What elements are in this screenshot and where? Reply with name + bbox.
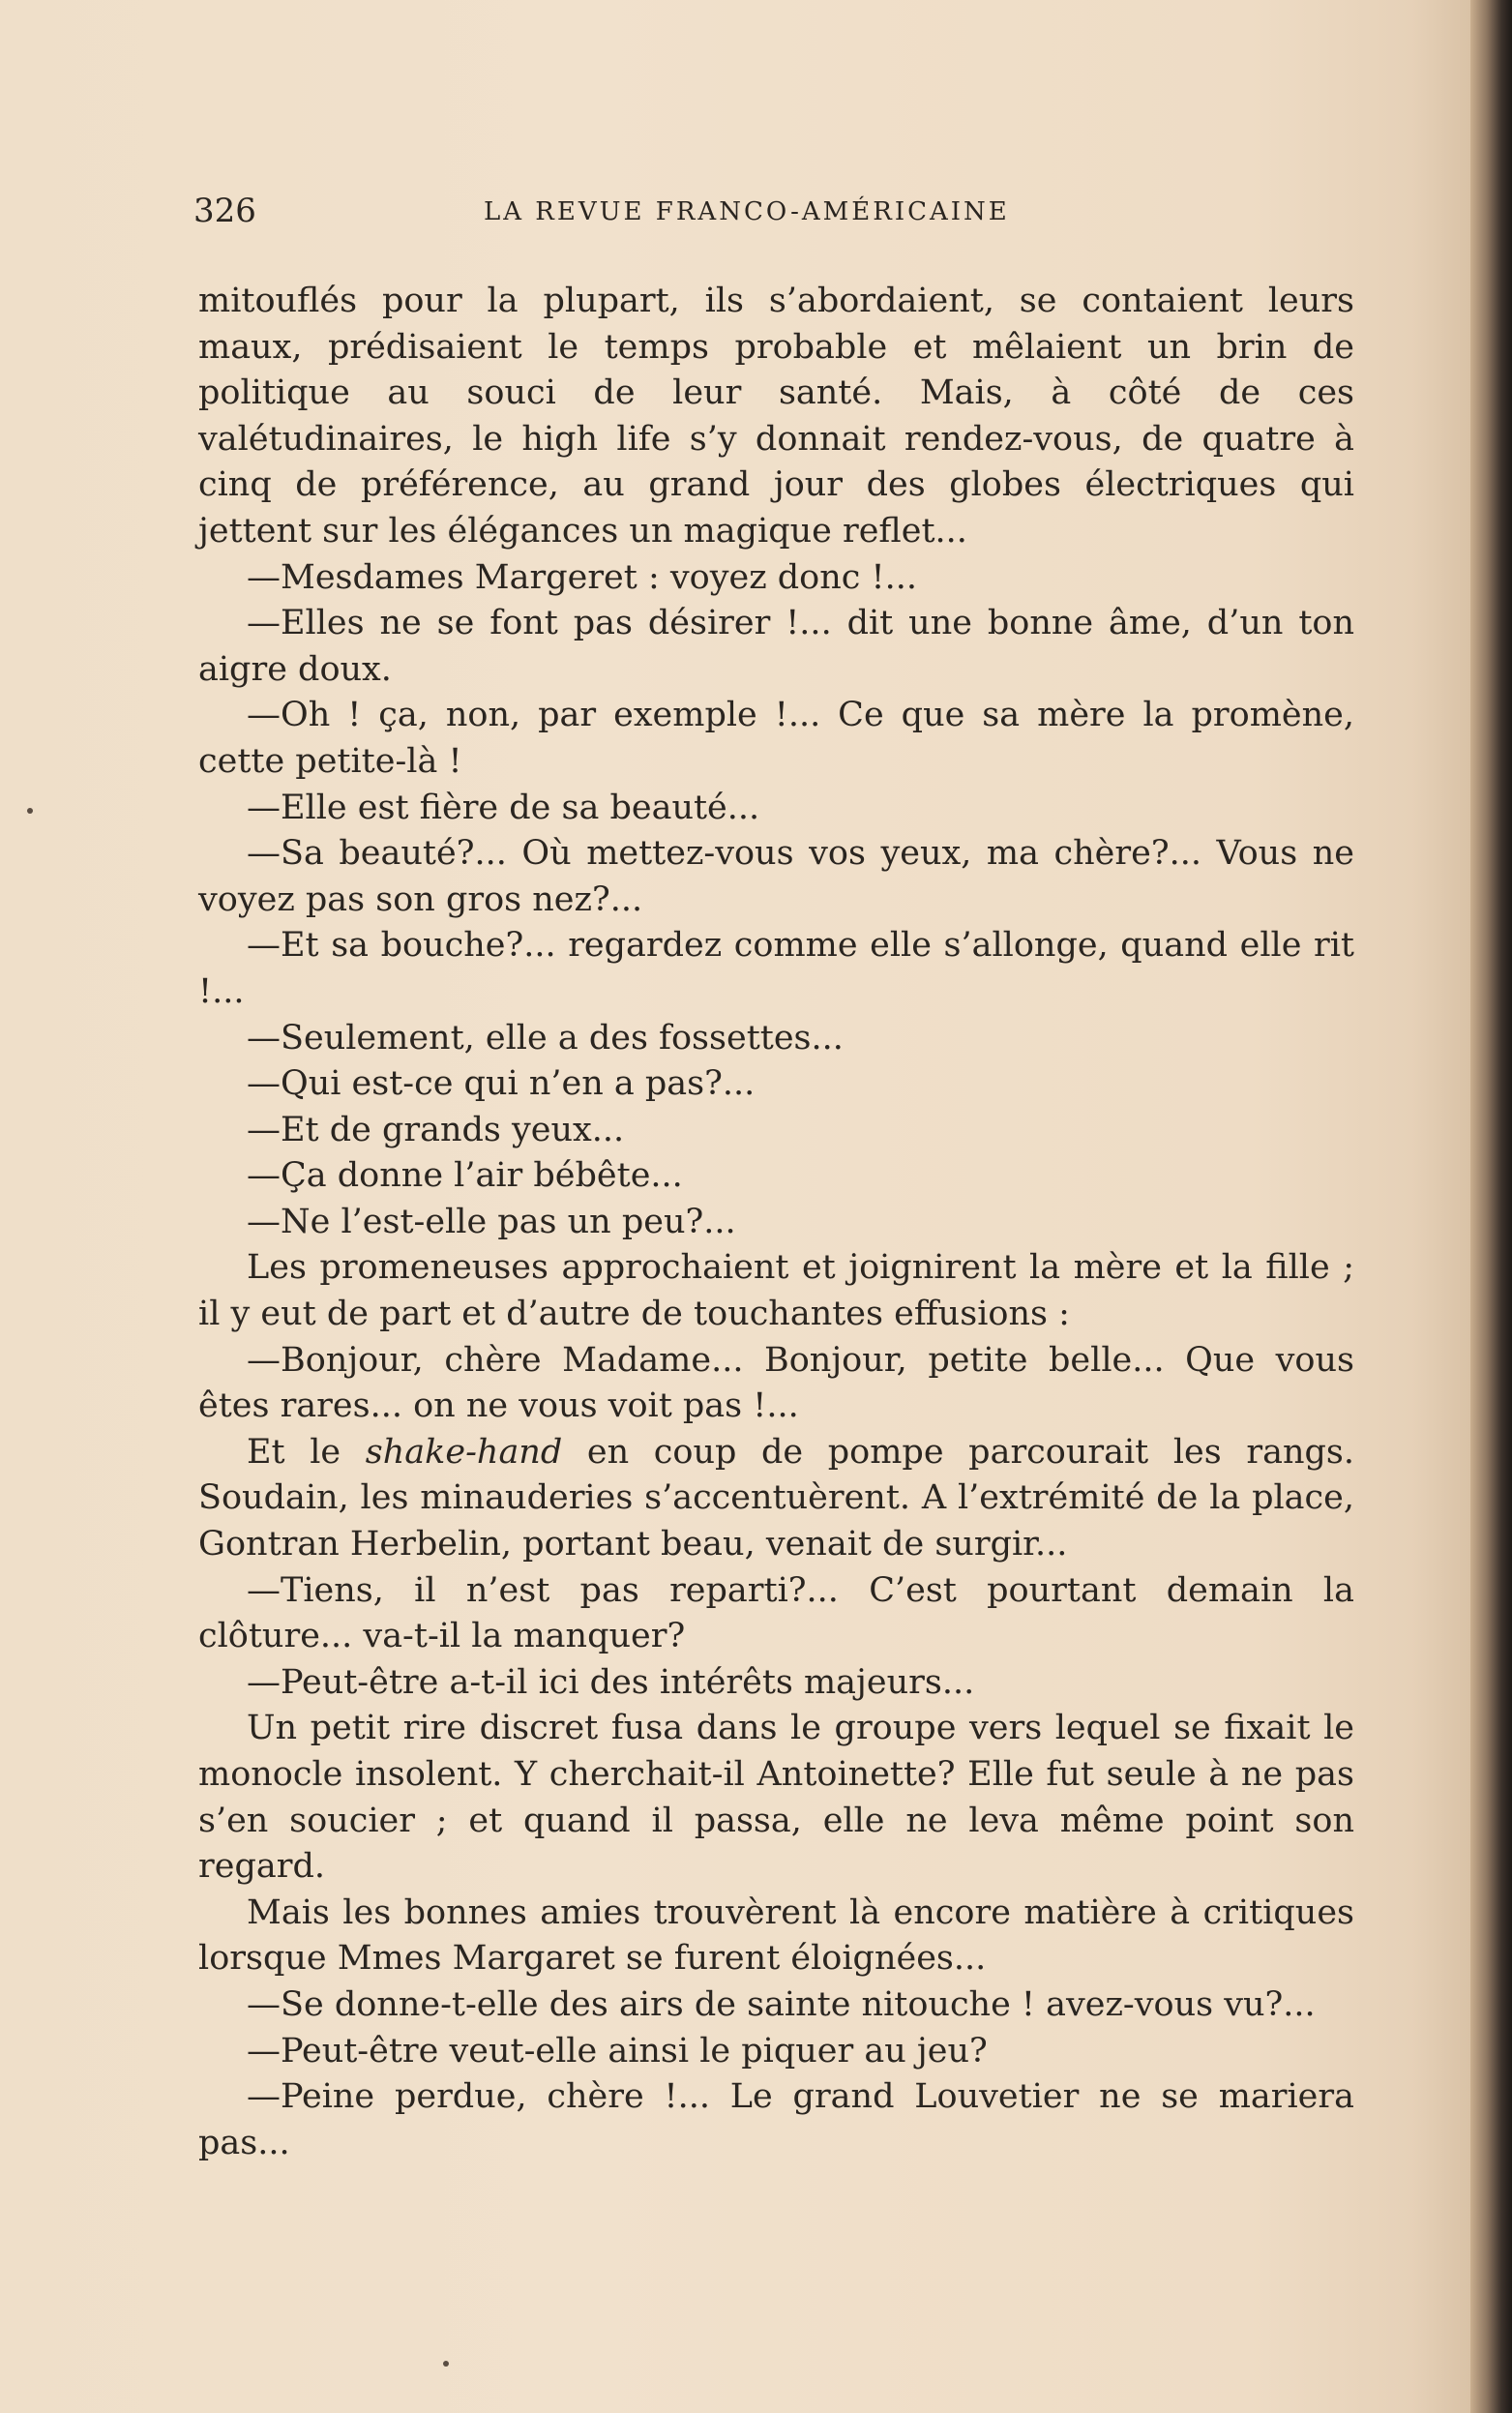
body-text bbox=[198, 279, 1354, 2166]
paragraph: —Et de grands yeux... bbox=[247, 1110, 625, 1149]
text-run: Et le bbox=[247, 1432, 366, 1472]
paragraph: —Peut-être veut-elle ainsi le piquer au jeu? bbox=[247, 2031, 988, 2070]
paragraph: —Oh ! ça, non, par exemple !... Ce que sa mère la promène, cette petite-là ! bbox=[198, 696, 1354, 781]
paragraph: —Qui est-ce qui n’en a pas?... bbox=[247, 1064, 756, 1104]
paragraph: —Elle est fière de sa beauté... bbox=[247, 788, 760, 827]
paragraph: Mais les bonnes amies trouvèrent là encore matière à critiques lorsque Mmes Margaret se furent éloignées... bbox=[198, 1892, 1354, 1979]
page-header bbox=[193, 192, 1364, 240]
paragraph: —Sa beauté?... Où mettez-vous vos yeux, ma chère?... Vous ne voyez pas son gros nez?... bbox=[198, 834, 1354, 919]
paragraph: —Peut-être a-t-il ici des intérêts majeurs... bbox=[247, 1662, 975, 1702]
paragraph: Un petit rire discret fusa dans le groupe vers lequel se fixait le monocle insolent. Y cherchait-il Antoinette? Elle fut seule à ne pas s’en soucier ; et quand il passa, elle ne leva même point son regard. bbox=[198, 1709, 1354, 1887]
paper-speck bbox=[443, 2361, 449, 2367]
text-run: en coup de pompe parcourait les rangs. Soudain, les minauderies s’accentuèrent. A l’extrémité de la place, Gontran Herbelin, portant beau, venait de surgir... bbox=[198, 1432, 1354, 1564]
paragraph-shake-hand bbox=[198, 1430, 1354, 1568]
paragraph: —Et sa bouche?... regardez comme elle s’allonge, quand elle rit !... bbox=[198, 926, 1354, 1011]
paragraph: —Tiens, il n’est pas reparti?... C’est pourtant demain la clôture... va-t-il la manquer? bbox=[198, 1570, 1354, 1656]
paper-speck bbox=[27, 808, 33, 814]
running-title: LA REVUE FRANCO-AMÉRICAINE bbox=[484, 197, 1010, 226]
italic-term: shake-hand bbox=[365, 1432, 563, 1472]
paragraph: —Ne l’est-elle pas un peu?... bbox=[247, 1202, 736, 1241]
page-number: 326 bbox=[193, 192, 256, 230]
paragraph: —Seulement, elle a des fossettes... bbox=[247, 1018, 844, 1058]
paragraph: —Elles ne se font pas désirer !... dit une bonne âme, d’un ton aigre doux. bbox=[198, 604, 1354, 689]
book-edge bbox=[1470, 0, 1512, 2413]
paragraph: Les promeneuses approchaient et joignirent la mère et la fille ; il y eut de part et d’autre de touchantes effusions : bbox=[198, 1248, 1354, 1334]
paragraph: —Bonjour, chère Madame... Bonjour, petite belle... Que vous êtes rares... on ne vous voit pas !... bbox=[198, 1340, 1354, 1426]
paragraph: —Se donne-t-elle des airs de sainte nitouche ! avez-vous vu?... bbox=[247, 1984, 1316, 2024]
paragraph: —Ça donne l’air bébête... bbox=[247, 1156, 683, 1196]
paragraph: mitouflés pour la plupart, ils s’abordaient, se contaient leurs maux, prédisaient le temps probable et mêlaient un brin de politique au souci de leur santé. Mais, à côté de ces valétudinaires, le high life s’y donnait rendez-vous, de quatre à cinq de préférence, au grand jour des globes électriques qui jettent sur les élégances un magique reflet... bbox=[198, 282, 1354, 551]
paragraph: —Peine perdue, chère !... Le grand Louvetier ne se mariera pas... bbox=[198, 2077, 1354, 2162]
paragraph: —Mesdames Margeret : voyez donc !... bbox=[247, 557, 917, 597]
